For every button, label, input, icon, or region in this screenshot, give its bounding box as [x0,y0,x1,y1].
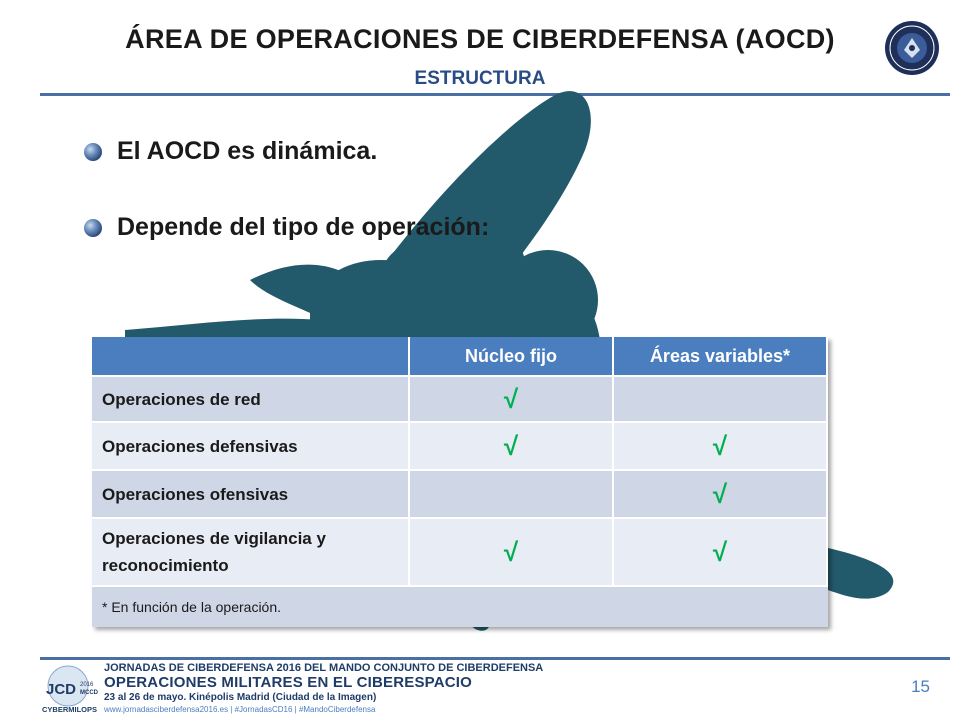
table-row-label: Operaciones ofensivas [92,471,410,519]
bullet-dot-icon [84,219,102,237]
table-row-label: Operaciones de vigilancia y reconocimiento [92,519,410,587]
svg-text:JCD: JCD [46,681,77,698]
svg-text:CYBERMILOPS: CYBERMILOPS [42,705,98,714]
checkmark-icon: √ [614,471,828,519]
footer-divider [40,657,950,660]
checkmark-icon: √ [410,423,614,471]
table-cell [410,471,614,519]
jcd-logo-icon [40,664,96,716]
table-header-cell: Núcleo fijo [410,337,614,377]
page-title: ÁREA DE OPERACIONES DE CIBERDEFENSA (AOCD) [125,24,835,54]
checkmark-icon: √ [614,519,828,587]
footer-event-links: www.jornadasciberdefensa2016.es | #JornadasCD16 | #MandoCiberdefensa [104,705,376,714]
footer-event-title: OPERACIONES MILITARES EN EL CIBERESPACIO [104,674,473,691]
bullet-dot-icon [84,143,102,161]
svg-text:MCCD: MCCD [80,690,98,696]
bullet-text: El AOCD es dinámica. [117,137,378,165]
table-header-cell [92,337,410,377]
table-row-label: Operaciones defensivas [92,423,410,471]
table-header-cell: Áreas variables* [614,337,828,377]
checkmark-icon: √ [614,423,828,471]
page-number: 15 [911,677,930,696]
checkmark-icon: √ [410,519,614,587]
checkmark-icon: √ [410,377,614,423]
footer-event-dates: 23 al 26 de mayo. Kinépolis Madrid (Ciudad de la Imagen) [104,692,377,703]
table-row-label: Operaciones de red [92,377,410,423]
page-subtitle: ESTRUCTURA [414,68,546,89]
table-cell [614,377,828,423]
operations-table [92,337,828,627]
bullet-text: Depende del tipo de operación: [117,213,490,241]
svg-text:2016: 2016 [80,682,94,688]
table-footnote: * En función de la operación. [92,587,828,627]
footer-event-line: JORNADAS DE CIBERDEFENSA 2016 DEL MANDO CONJUNTO DE CIBERDEFENSA [104,662,544,674]
